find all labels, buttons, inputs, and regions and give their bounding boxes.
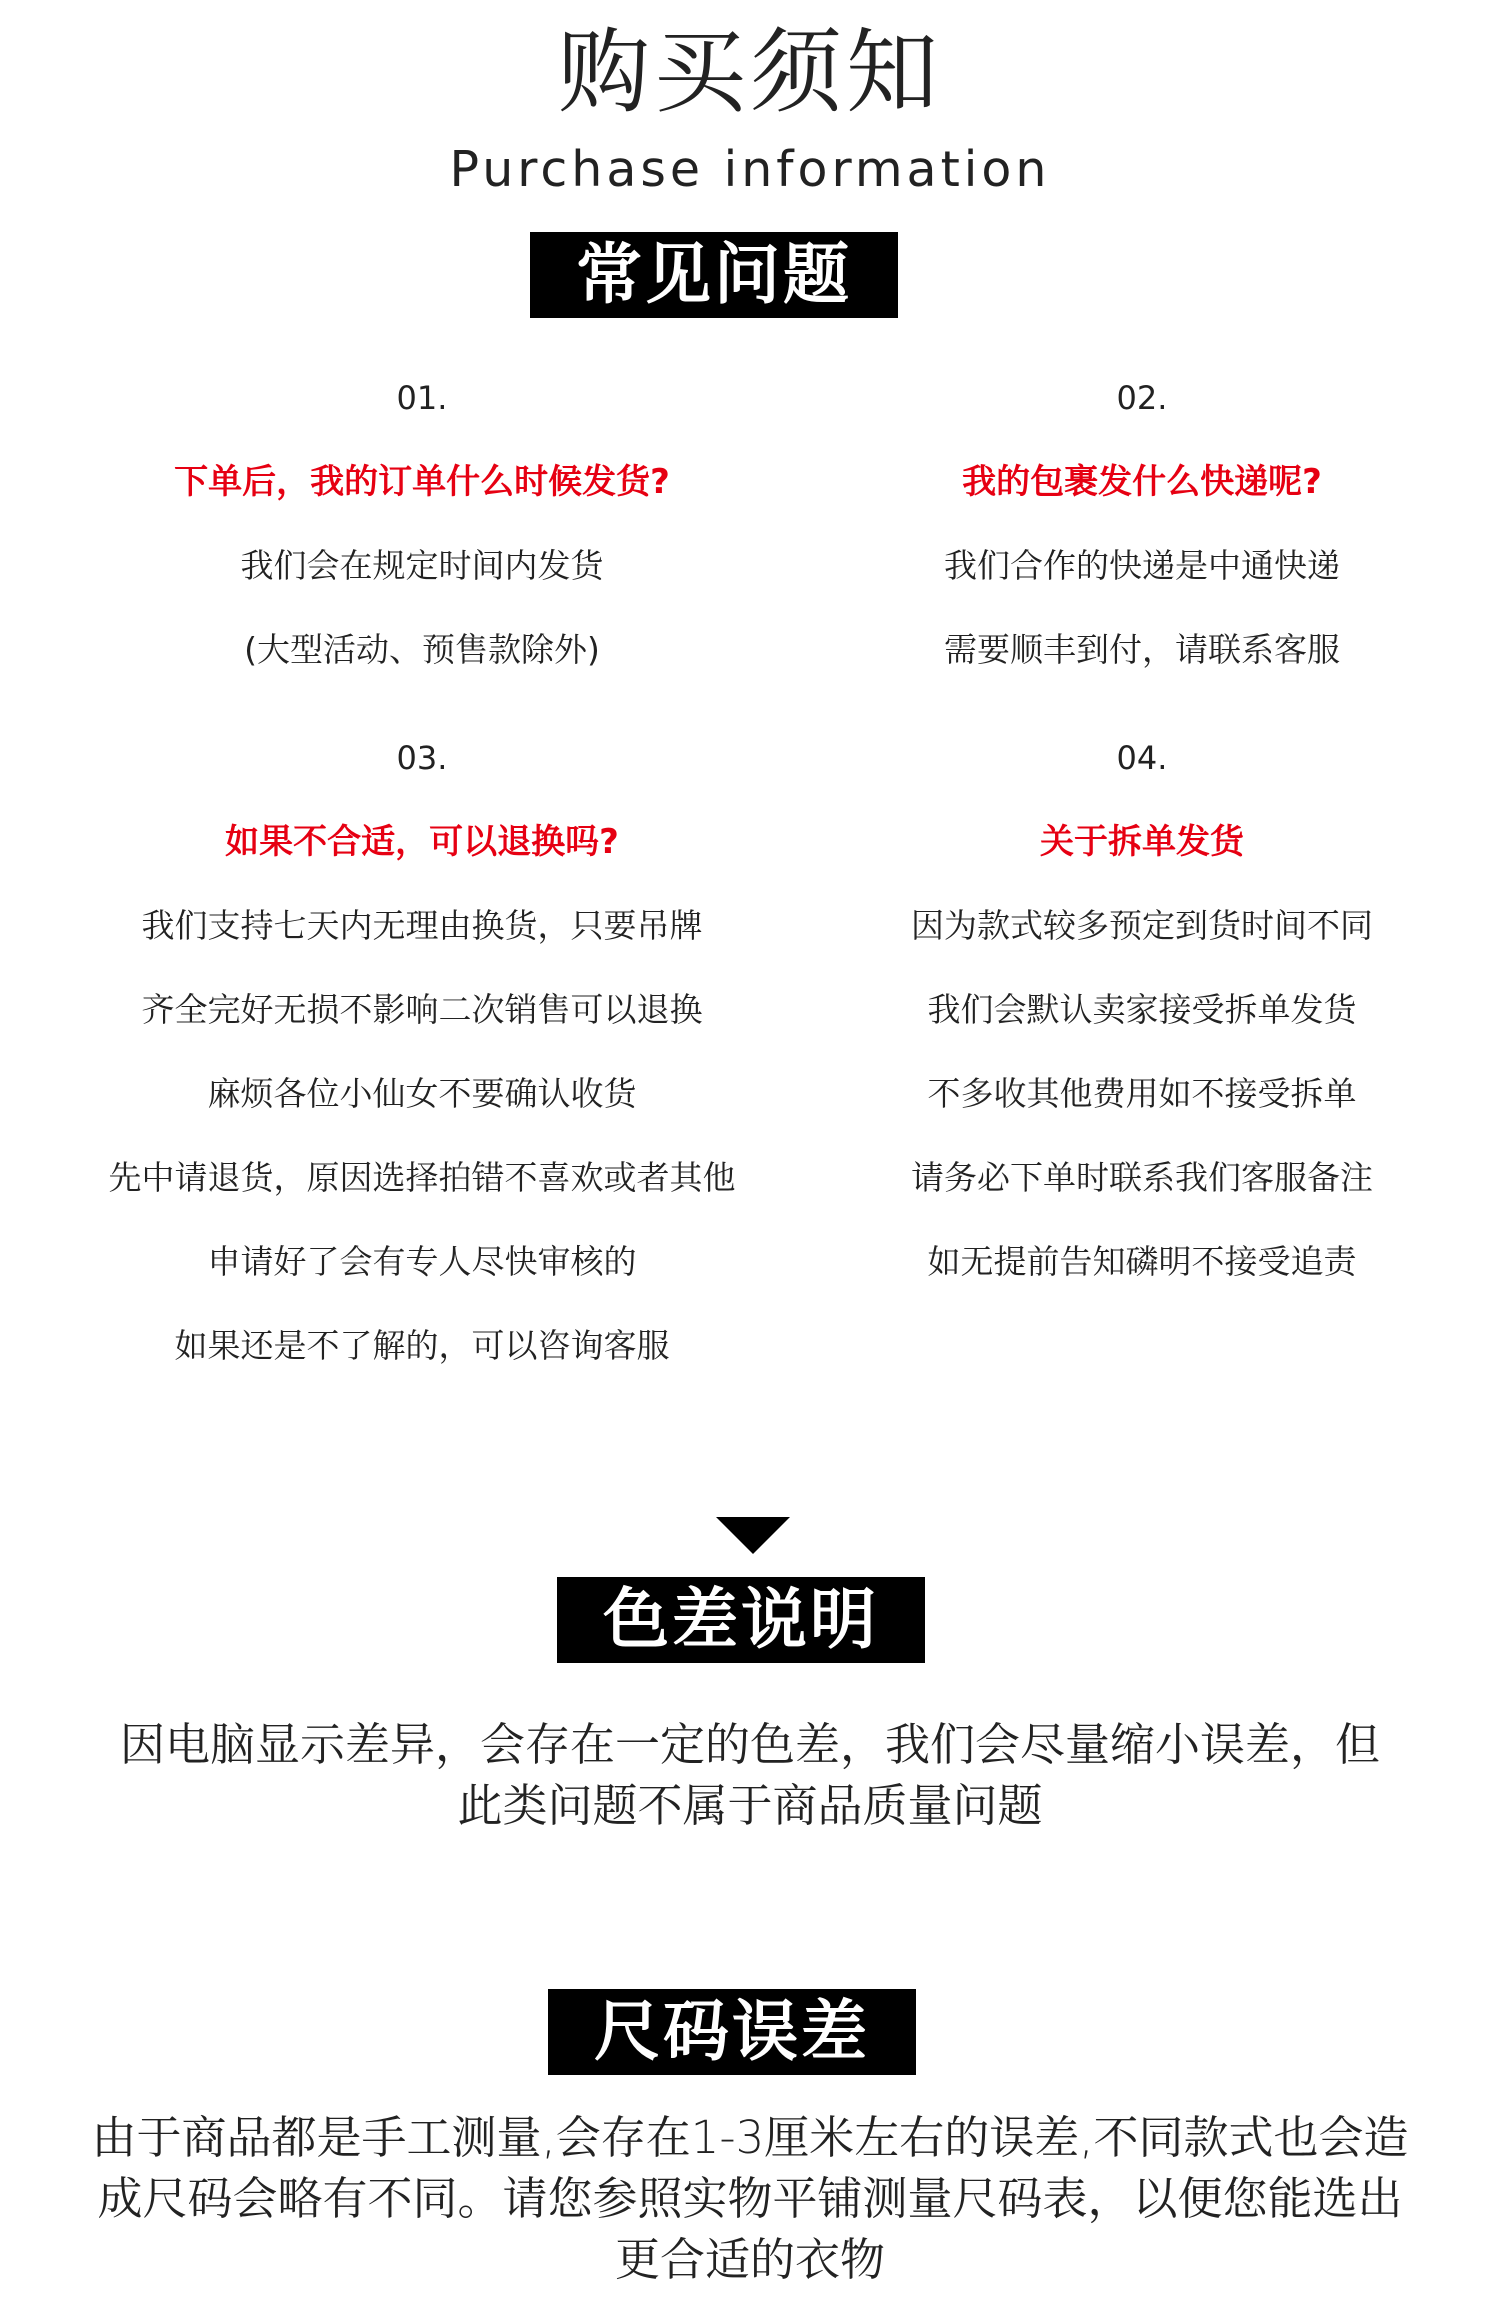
faq-answer-line: 我们支持七天内无理由换货，只要吊牌 xyxy=(141,906,703,945)
faq-answer-line: 如无提前告知磷明不接受追责 xyxy=(927,1242,1357,1281)
faq-number: 02. xyxy=(1116,379,1168,417)
faq-answer-line: 我们合作的快递是中通快递 xyxy=(944,546,1340,585)
page-subtitle: Purchase information xyxy=(449,141,1051,198)
faq-number: 03. xyxy=(396,739,448,777)
faq-answer-line: 不多收其他费用如不接受拆单 xyxy=(927,1074,1357,1113)
faq-question: 如果不合适，可以退换吗? xyxy=(225,822,619,862)
faq-number: 04. xyxy=(1116,739,1168,777)
faq-answer-line: 齐全完好无损不影响二次销售可以退换 xyxy=(141,990,703,1029)
page-title: 购买须知 xyxy=(557,19,942,126)
faq-item-01 xyxy=(62,356,782,692)
faq-answer-line: 我们会在规定时间内发货 xyxy=(240,546,604,585)
faq-question: 关于拆单发货 xyxy=(1040,822,1244,862)
faq-question: 下单后，我的订单什么时候发货? xyxy=(174,462,670,502)
faq-answer-line: 我们会默认卖家接受拆单发货 xyxy=(927,990,1357,1029)
size-section-title: 尺码误差 xyxy=(548,1989,916,2075)
faq-item-03 xyxy=(62,716,782,1388)
faq-answer-line: 需要顺丰到付，请联系客服 xyxy=(944,630,1340,669)
color-section-title: 色差说明 xyxy=(557,1577,925,1663)
faq-number: 01. xyxy=(396,379,448,417)
faq-answer-line: 申请好了会有专人尽快审核的 xyxy=(207,1242,637,1281)
down-arrow-icon xyxy=(716,1517,790,1554)
faq-item-04 xyxy=(782,716,1500,1304)
color-section-text: 因电脑显示差异，会存在一定的色差，我们会尽量缩小误差，但此类问题不属于商品质量问题 xyxy=(119,1718,1380,1832)
faq-item-02 xyxy=(782,356,1500,692)
faq-answer-line: 如果还是不了解的，可以咨询客服 xyxy=(174,1326,670,1365)
faq-question: 我的包裹发什么快递呢? xyxy=(962,462,1322,502)
faq-answer-line: 请务必下单时联系我们客服备注 xyxy=(911,1158,1373,1197)
size-section-text: 由于商品都是手工测量,会存在1-3厘米左右的误差,不同款式也会造成尺码会略有不同。请您参照实物平铺测量尺码表，以便您能选出更合适的衣物 xyxy=(91,2111,1409,2286)
faq-answer-line: (大型活动、预售款除外) xyxy=(244,630,600,669)
faq-answer-line: 先中请退货，原因选择拍错不喜欢或者其他 xyxy=(108,1158,736,1197)
faq-answer-line: 麻烦各位小仙女不要确认收货 xyxy=(207,1074,637,1113)
faq-answer-line: 因为款式较多预定到货时间不同 xyxy=(911,906,1373,945)
faq-section-title: 常见问题 xyxy=(530,232,898,318)
